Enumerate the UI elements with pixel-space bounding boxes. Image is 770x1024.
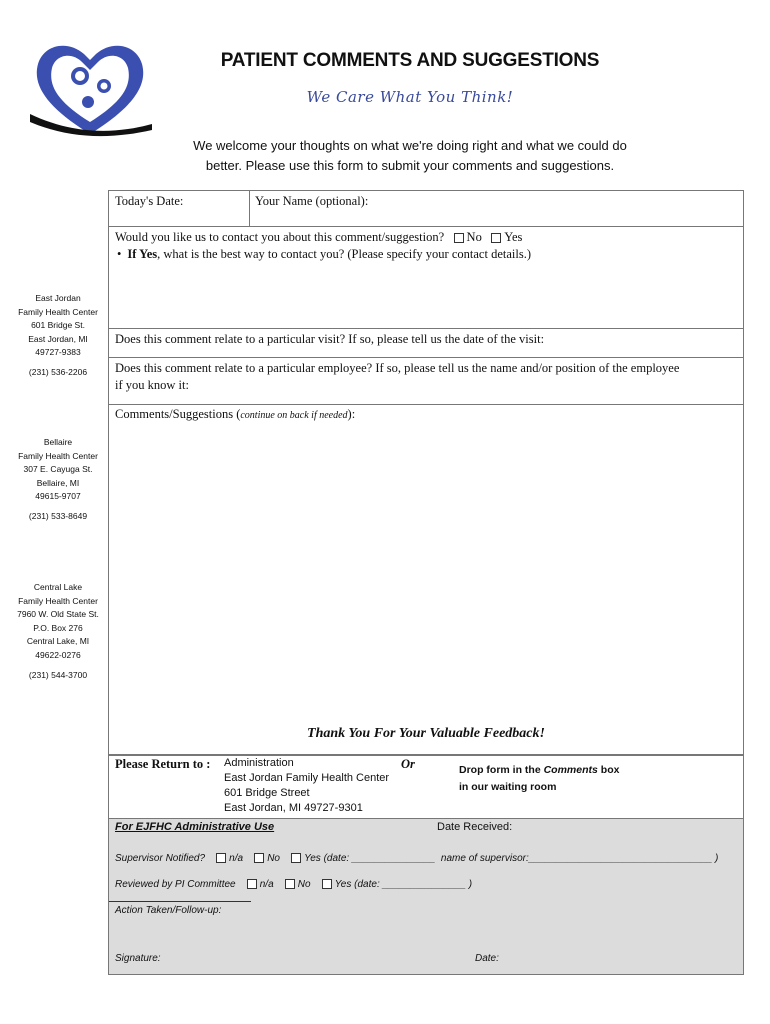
intro-text (170, 136, 650, 176)
pi-yes-checkbox[interactable] (322, 879, 332, 889)
location-name: Bellaire (43, 437, 73, 447)
pi-label: Reviewed by PI Committee (115, 879, 236, 891)
supervisor-na-checkbox[interactable] (216, 853, 226, 863)
return-address-line: East Jordan Family Health Center (224, 772, 390, 784)
if-yes-line: • If Yes, what is the best way to contact you? (Please specify your contact details.) (117, 247, 531, 261)
comments-note: continue on back if needed (240, 410, 348, 421)
location-zip: 49615-9707 (35, 491, 81, 502)
divider (109, 226, 743, 227)
date-received-label: Date Received: (437, 821, 513, 833)
contact-no-checkbox[interactable] (454, 233, 464, 243)
comments-textarea[interactable] (111, 424, 739, 714)
or-text: Or (401, 757, 415, 771)
location-center: Family Health Center (18, 595, 98, 606)
supervisor-yes-checkbox[interactable] (291, 853, 301, 863)
return-address-line: 601 Bridge Street (224, 787, 310, 799)
contact-yes-checkbox[interactable] (491, 233, 501, 243)
na-label: n/a (259, 879, 274, 891)
pi-na-checkbox[interactable] (247, 879, 257, 889)
employee-question-line-1: Does this comment relate to a particular employee? If so, please tell us the name and/or position of the employee (115, 361, 680, 375)
location-city: Central Lake, MI (26, 636, 90, 647)
employee-question (115, 360, 737, 394)
date-field[interactable] (111, 193, 247, 224)
divider (109, 357, 743, 358)
location-name: Central Lake (33, 582, 83, 592)
location-bellaire (8, 436, 108, 524)
location-zip: 49727-9383 (35, 347, 81, 358)
contact-details-field[interactable] (111, 265, 739, 325)
admin-heading: For EJFHC Administrative Use (115, 821, 275, 833)
contact-question (115, 229, 522, 246)
comments-label-end: ): (347, 407, 356, 421)
no-label: No (267, 853, 280, 865)
name-label: Your Name (optional): (255, 194, 369, 208)
location-east-jordan (8, 292, 108, 380)
divider (109, 901, 251, 902)
location-street: 601 Bridge St. (31, 320, 85, 331)
admin-date-label: Date: (475, 953, 499, 964)
drop-text-3: in our waiting room (459, 781, 557, 793)
intro-line-2: better. Please use this form to submit your comments and suggestions. (205, 158, 615, 173)
signature-label: Signature: (115, 953, 161, 964)
location-center: Family Health Center (18, 450, 98, 461)
divider (109, 404, 743, 405)
heart-family-logo (28, 36, 152, 140)
visit-date-field[interactable] (111, 347, 739, 357)
location-zip: 49622-0276 (35, 649, 81, 660)
comments-label-text: Comments/Suggestions ( (115, 407, 241, 421)
location-street: 307 E. Cayuga St. (23, 464, 93, 475)
pi-committee-row (115, 879, 472, 890)
action-field[interactable] (111, 919, 739, 949)
comment-form (108, 190, 744, 756)
drop-text-em: Comments (543, 764, 598, 776)
drop-box-text (459, 762, 619, 796)
if-yes-text: , what is the best way to contact you? (Please specify your contact details.) (157, 247, 531, 261)
location-center: Family Health Center (18, 306, 98, 317)
location-phone: (231) 544-3700 (28, 669, 88, 680)
admin-section (108, 818, 744, 975)
page-title: PATIENT COMMENTS AND SUGGESTIONS (220, 50, 600, 71)
comments-label (115, 406, 355, 424)
return-label: Please Return to : (115, 757, 211, 771)
location-po-box: P.O. Box 276 (33, 622, 83, 633)
supervisor-label: Supervisor Notified? (115, 853, 206, 865)
location-phone: (231) 536-2206 (28, 366, 88, 377)
location-central-lake (8, 581, 108, 682)
location-street: 7960 W. Old State St. (17, 609, 99, 620)
location-phone: (231) 533-8649 (28, 510, 88, 521)
supervisor-name-label: name of supervisor:_________________________________ ) (440, 853, 719, 865)
return-address (224, 756, 389, 816)
drop-text-2: box (597, 764, 620, 776)
supervisor-no-checkbox[interactable] (254, 853, 264, 863)
yes-date-label: Yes (date: _______________ (304, 853, 436, 865)
return-address-line: Administration (224, 757, 294, 769)
name-field[interactable] (251, 193, 739, 224)
drop-text-1: Drop form in the (459, 764, 544, 776)
thank-you-text: Thank You For Your Valuable Feedback! (307, 726, 545, 741)
intro-line-1: We welcome your thoughts on what we're doing right and what we could do (193, 138, 627, 153)
contact-yes-label: Yes (504, 230, 523, 244)
if-yes-bold: If Yes (127, 247, 158, 261)
divider (249, 191, 250, 226)
return-section (108, 754, 744, 819)
na-label: n/a (229, 853, 244, 865)
divider (109, 328, 743, 329)
pi-yes-date-label: Yes (date: _______________ ) (334, 879, 473, 891)
visit-question: Does this comment relate to a particular visit? If so, please tell us the date of the visit: (115, 332, 545, 346)
location-name: East Jordan (35, 293, 81, 303)
employee-question-line-2: if you know it: (115, 378, 189, 392)
return-address-line: East Jordan, MI 49727-9301 (224, 802, 363, 814)
location-city: East Jordan, MI (28, 333, 88, 344)
tagline: We Care What You Think! (306, 88, 514, 106)
supervisor-row (115, 853, 718, 864)
no-label: No (297, 879, 311, 891)
location-city: Bellaire, MI (36, 477, 80, 488)
contact-no-label: No (466, 230, 482, 244)
pi-no-checkbox[interactable] (285, 879, 295, 889)
date-label: Today's Date: (115, 194, 184, 208)
contact-question-text: Would you like us to contact you about this comment/suggestion? (115, 230, 445, 244)
action-label: Action Taken/Follow-up: (115, 905, 222, 916)
